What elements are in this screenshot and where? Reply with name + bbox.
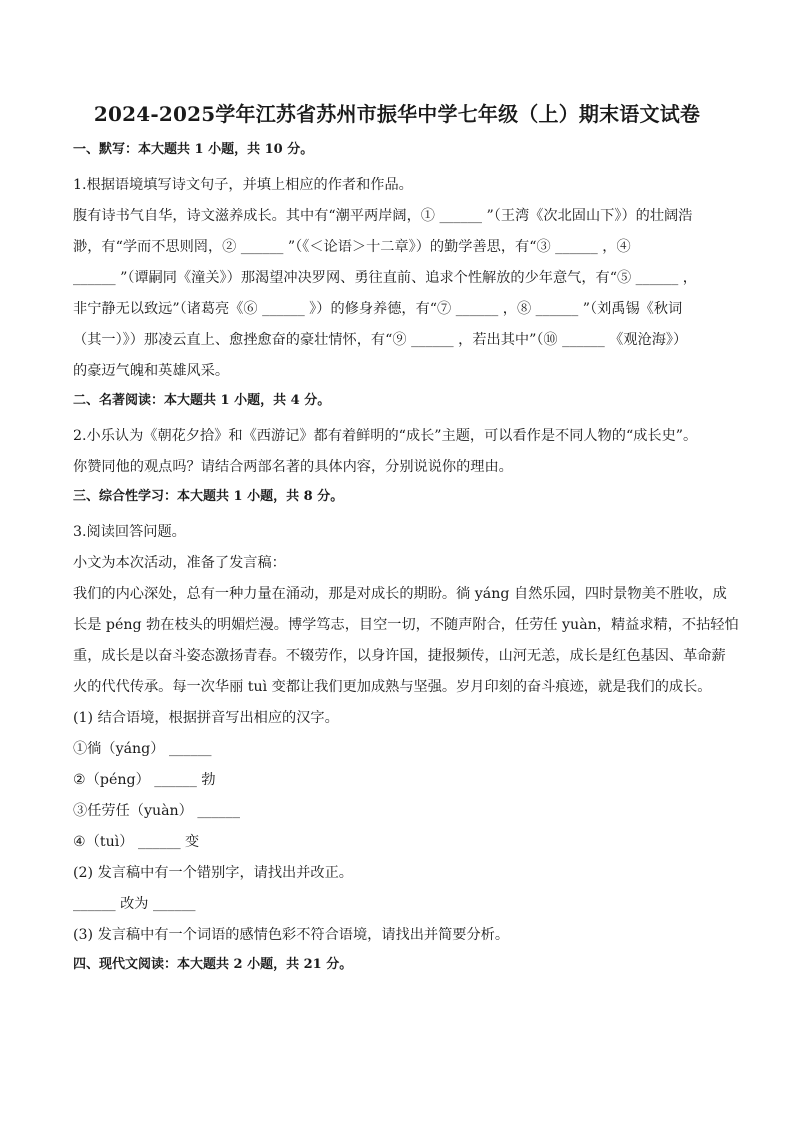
q1-line-2: 渺，有“学而不思则罔，② ______ ”（《＜论语＞十二章》）的勤学善思，有“③ ______ ，④ <box>73 239 631 255</box>
section-heading-4: 四、现代文阅读：本大题共 2 小题，共 21 分。 <box>73 957 353 972</box>
q1-line-6: 的豪迈气魄和英雄风采。 <box>73 363 230 379</box>
q3-sub1: (1) 结合语境，根据拼音写出相应的汉字。 <box>73 710 339 726</box>
q3-prompt: 3.阅读回答问题。 <box>73 524 186 540</box>
q3-sub3: (3) 发言稿中有一个词语的感情色彩不符合语境，请找出并简要分析。 <box>73 927 510 943</box>
section-heading-2: 二、名著阅读：本大题共 1 小题，共 4 分。 <box>73 393 331 408</box>
q3-sub2: (2) 发言稿中有一个错别字，请找出并改正。 <box>73 865 353 881</box>
q3-item-3: ③任劳任（yuàn） ______ <box>73 803 240 819</box>
q1-prompt: 1.根据语境填写诗文句子，并填上相应的作者和作品。 <box>73 177 413 193</box>
q3-item-1: ①徜（yáng） ______ <box>73 741 212 757</box>
q3-speech-line-1: 我们的内心深处，总有一种力量在涌动，那是对成长的期盼。徜 yáng 自然乐园，四时景物美不胜收，成 <box>73 586 727 602</box>
q3-sub2-answer: ______ 改为 ______ <box>73 896 196 912</box>
page-title: 2024-2025学年江苏省苏州市振华中学七年级（上）期末语文试卷 <box>93 102 701 126</box>
q1-line-1: 腹有诗书气自华，诗文滋养成长。其中有“潮平两岸阔，① ______ ”（王湾《次北固山下》）的壮阔浩 <box>73 208 693 224</box>
q3-intro: 小文为本次活动，准备了发言稿： <box>73 555 286 571</box>
section-heading-3: 三、综合性学习：本大题共 1 小题，共 8 分。 <box>73 489 344 504</box>
q2-line-1: 2.小乐认为《朝花夕拾》和《西游记》都有着鲜明的“成长”主题，可以看作是不同人物的“成长史”。 <box>73 428 698 444</box>
q3-speech-line-2: 长是 péng 勃在枝头的明媚烂漫。博学笃志，目空一切，不随声附合，任劳任 yuàn，精益求精，不拈轻怕 <box>73 617 739 633</box>
q1-line-3: ______ ”（谭嗣同《潼关》）那渴望冲决罗网、勇往直前、追求个性解放的少年意气，有“⑤ ______ ， <box>73 270 697 286</box>
exam-page <box>73 100 739 985</box>
q3-item-4: ④（tuì） ______ 变 <box>73 834 200 850</box>
q1-line-5: （其一）》）那凌云直上、愈挫愈奋的豪壮情怀，有“⑨ ______ ，若出其中”（⑩ ______ 《观沧海》） <box>73 332 688 348</box>
q3-speech-line-3: 重，成长是以奋斗姿态激扬青春。不辍劳作，以身许国，捷报频传，山河无恙，成长是红色基因、革命薪 <box>73 648 726 664</box>
q3-speech-line-4: 火的代代传承。每一次华丽 tuì 变都让我们更加成熟与坚强。岁月印刻的奋斗痕迹，就是我们的成长。 <box>73 679 712 695</box>
q1-line-4: 非宁静无以致远”（诸葛亮《⑥ ______ 》）的修身养德，有“⑦ ______ ，⑧ ______ ”（刘禹锡《秋词 <box>73 301 683 317</box>
q3-item-2: ②（péng） ______ 勃 <box>73 772 216 788</box>
section-heading-1: 一、默写：本大题共 1 小题，共 10 分。 <box>73 142 314 157</box>
q2-line-2: 你赞同他的观点吗？请结合两部名著的具体内容，分别说说你的理由。 <box>73 459 513 475</box>
